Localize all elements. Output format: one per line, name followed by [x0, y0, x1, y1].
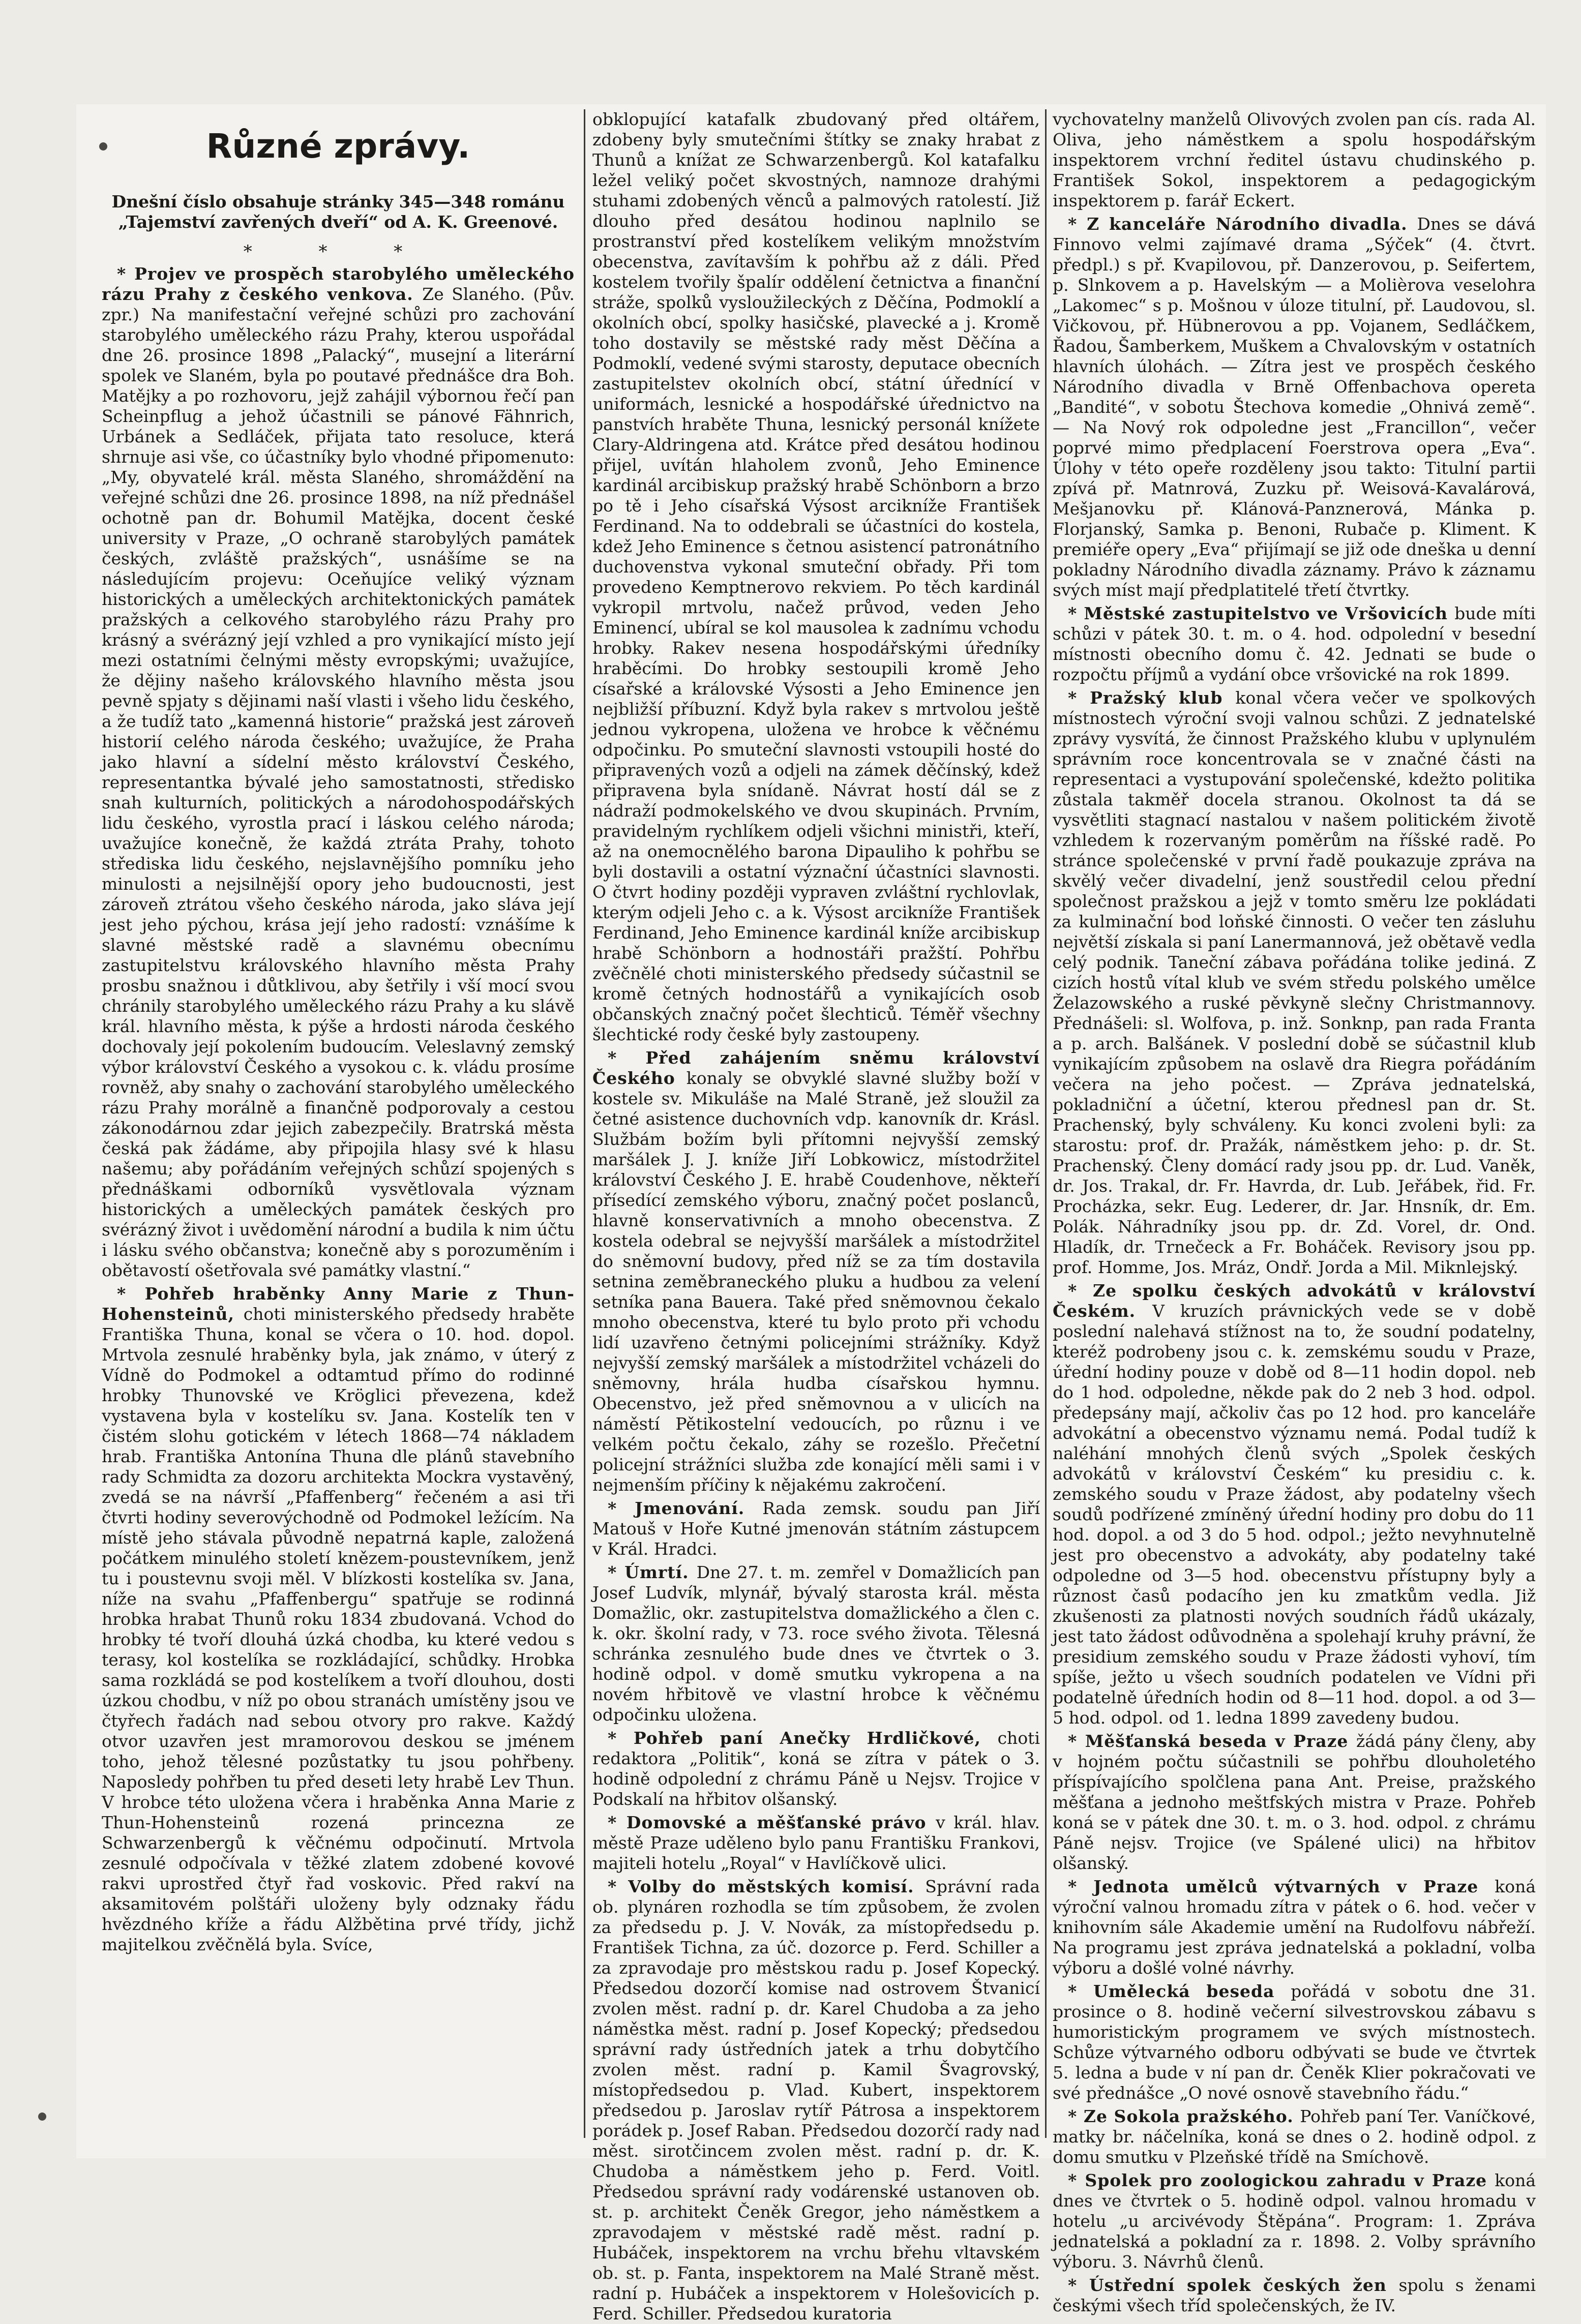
article [1053, 688, 1536, 1278]
article-text: koná výroční valnou hromadu zítra v pátek o 6. hod. večer v knihovním sále Akademie umění na Rudolfovu nábřeží. Na programu jest zpráva jednatelská a pokladní, volba výboru a došlé volné návrhy. [1053, 1877, 1536, 1978]
article [592, 1877, 1040, 2324]
article-text: Správní rada ob. plynáren rozhodla se tím způsobem, že zvolen za předsedu p. J. V. Novák, za místopředsedu p. František Tichna, za úč. dozorce p. Ferd. Schiller a za zpravodaje pro městskou radu p. Josef Kopecký. Předsedou dozorčí komise nad ostrovem Štvanicí zvolen měst. radní p. dr. Karel Chudoba a za jeho náměstka měst. radní p. Josef Kopecký; předsedou správní rady ústředních jatek a trhu dobytčího zvolen měst. radní p. Kamil Švagrovský, místopředsedou p. Vlad. Kubert, inspektorem předsedou p. Jaroslav rytíř Pátrosa a inspektorem porádek p. Josef Raban. Předsedou dozorčí rady nad měst. sirotčincem zvolen měst. radní p. dr. K. Chudoba a náměstkem jeho p. Ferd. Voitl. Předsedou správní rady vodárenské ustanoven ob. st. p. architekt Čeněk Gregor, jeho náměstkem a zpravodajem v městské radě měst. radní p. Hubáček, inspektorem na vrchu břehu vltavském ob. st. p. Fanta, inspektorem na Malé Straně měst. radní p. Hubáček a inspektorem v Holešovicích p. Ferd. Schiller. Předsedou kuratoria [592, 1877, 1040, 2323]
article-text: Ze Slaného. (Pův. zpr.) Na manifestační veřejné schůzi pro zachování starobylého uměleckého rázu Prahy, kterou uspořádal dne 26. prosince 1898 „Palacký“, musejní a literární spolek ve Slaném, byla po poutavé přednášce dra Boh. Matějky a po rozhovoru, jejž zahájil výbornou řečí pan Scheinpflug a jehož účastnili se pánové Fähnrich, Urbánek a Sedláček, přijata tato resoluce, která shrnuje asi vše, co účastníky bylo vhodné připomenuto: „My, obyvatelé král. města Slaného, shromáždění na veřejné schůzi dne 26. prosince 1898, na níž přednášel ochotně pan dr. Bohumil Matějka, docent české university v Praze, „O ochraně starobylých památek českých, zvláště pražských“, usnášíme se na následujícím projevu: Oceňujíce veliký význam historických a uměleckých architektonických památek pražských a celkového starobylého rázu Prahy pro krásný a svérázný její vzhled a pro vynikající místo její mezi ostatními čelnými městy evropskými; uvažujíce, že dějiny našeho královského hlavního města jsou pevně spjaty s dějinami naší vlasti i všeho lidu českého, a že tudíž tato „kamenná historie“ pražská jest zároveň historií celého národa českého; uvažujíce, že Praha jako hlavní a sídelní město království Českého, representantka bývalé jeho samostatnosti, středisko snah kulturních, politických a národohospodářských lidu českého, vyrostla prací i láskou celého národa; uvažujíce konečně, že každá ztráta Prahy, tohoto střediska lidu českého, nejslavnějšího pomníku jeho minulosti a nejsilnější opory jeho budoucnosti, jest zároveň ztrátou všeho českého národa, jako sláva její jest jeho pýchou, krása její jeho radostí: vznášíme k slavné městské radě a slavnému obecnímu zastupitelstvu královského hlavního města Prahy prosbu snažnou i důtklivou, aby šetřily i vší mocí svou chránily starobylého uměleckého rázu Prahy a ku slávě král. hlavního města, k pýše a hrdosti národa českého dochovaly její pokolením budoucím. Veleslavný zemský výbor království Českého a vysokou c. k. vládu prosíme rovněž, aby snahy o zachování starobylého uměleckého rázu Prahy morálně a finančně podporovaly a cestou zákonodárnou zdar jejich zabezpečily. Bratrská města česká pak žádáme, aby připojila hlasy své k hlasu našemu; aby pořádáním veřejných schůzí spojených s přednáškami odborníků vysvětlovala význam historických a uměleckých památek českých pro svérázný život i uvědomění národní a budila k nim účtu i lásku svého občanstva; konečně aby s porozuměním i obětavostí ošetřovala své památky vlastní.“ [102, 284, 575, 1280]
ink-spot [38, 2112, 46, 2121]
column-2 [592, 109, 1040, 2323]
column-3 [1053, 109, 1536, 2315]
article-headline: * Městské zastupitelstvo ve Vršovicích [1068, 603, 1455, 623]
article-headline: * Pohřeb paní Anečky Hrdličkové, [608, 1728, 998, 1748]
article-headline: * Projev ve prospěch starobylého uměleckého rázu Prahy z českého venkova. [102, 264, 575, 304]
column-rule [584, 109, 585, 2138]
article [102, 1284, 575, 1955]
article-text: choti ministerského předsedy hraběte Františka Thuna, konal se včera o 10. hod. dopol. Mrtvola zesnulé hraběnky byla, jak známo, v úterý z Vídně do Podmokel a odtamtud přímo do rodinné hrobky Thunovské ve Kröglici převezena, kdež vystavena byla v kostelíku sv. Jana. Kostelík ten v čistém slohu gotickém v létech 1868—74 nákladem hrab. Františka Antonína Thuna dle plánů stavebního rady Schmidta za dozoru architekta Mockra vystavěný, zvedá se na návrší „Pfaffenberg“ řečeném a asi tři čtvrti hodiny severovýchodně od Podmokel ležícím. Na místě jeho stávala původně nepatrná kaple, založená počátkem minulého století knězem-poustevníkem, jenž tu i poustevnu svoji měl. V blízkosti kostelíka sv. Jana, níže na svahu „Pfaffenbergu“ spatřuje se rodinná hrobka hrabat Thunů roku 1834 zbudovaná. Vchod do hrobky té tvoří dlouhá úzká chodba, ku které vedou s terasy, kol kostelíka se rozkládající, schůdky. Hrobka sama rozkládá se pod kostelíkem a tvoří dlouhou, dosti úzkou chodbu, v níž po obou stranách umístěny jsou ve čtyřech řadách nad sebou otvory pro rakve. Každý otvor uzavřen jest mramorovou deskou se jménem toho, jehož tělesné pozůstatky tu jsou pohřbeny. Naposledy pohřben tu před deseti lety hrabě Lev Thun. V hrobce této uložena včera i hraběnka Anna Marie z Thun-Hohensteinů rozená princezna ze Schwarzenbergů k věčnému odpočinutí. Mrtvola zesnulé odpočívala v těžké zlatem zdobené kovové rakvi uprostřed čtyř řad voskovic. Před rakví na aksamitovém polštáři uloženy byly odznaky řádu hvězdného kříže a řádu Alžbětina prvé třídy, jichž majitelkou zvěčnělá byla. Svíce, [102, 1304, 575, 1954]
article-headline: * Umělecká beseda [1068, 1981, 1291, 2001]
article-headline: * Ze spolku českých advokátů v království Českém. [1053, 1281, 1536, 1321]
article [1053, 1981, 1536, 2103]
article-text: v král. hlav. městě Praze uděleno bylo panu Františku Frankovi, majiteli hotelu „Royal“ v Havlíčkově ulici. [592, 1813, 1040, 1873]
separator-stars: * * * [243, 242, 433, 262]
article-headline: * Jednota umělců výtvarných v Praze [1068, 1877, 1495, 1896]
article-headline: * Úmrtí. [608, 1562, 697, 1582]
intro-notice: Dnešní číslo obsahuje stránky 345—348 románu „Tajemství zavřených dveří“ od A. K. Greenové. [111, 192, 565, 232]
article-headline: * Spolek pro zoologickou zahradu v Praze [1068, 2170, 1495, 2190]
article [592, 1562, 1040, 1725]
article [1053, 1877, 1536, 1978]
article [592, 1813, 1040, 1874]
column-rule [1045, 109, 1047, 2138]
article-headline: * Volby do městských komisí. [608, 1877, 926, 1896]
article-headline: * Pražský klub [1068, 688, 1236, 708]
article-continuation: obklopující katafalk zbudovaný před oltářem, zdobeny byly smutečními štítky se znaky hrabat z Thunů a knížat ze Schwarzenbergů. Kol katafalku ležel veliký počet skvostných, namnoze drahými stuhami zdobených věnců a palmových ratolestí. Již dlouho před desátou hodinou naplnilo se prostranství před kostelíkem velikým množstvím obecenstva, zavítavším k pohřbu až z dáli. Před kostelem tvořily špalír oddělení četnictva a finanční stráže, spolků vysloužileckých z Děčína, Podmoklí a okolních obcí, spolky hasičské, plavecké a j. Kromě toho dostavily se městské rady měst Děčína a Podmoklí, vedené svými starosty, deputace obecních zastupitelstev okolních obcí, státní úřednící v uniformách, lesnické a hospodářské úřednictvo na panstvích hraběte Thuna, lesnický personál knížete Clary-Aldringena atd. Krátce před desátou hodinou přijel, uvítán hlaholem zvonů, Jeho Eminence kardinál arcibiskup pražský hrabě Schönborn a brzo po tě i Jeho císařská Výsost arcikníže František Ferdinand. Na to oddebrali se účastníci do kostela, kdež Jeho Eminence s četnou asistencí patronátního duchovenstva vykonal smuteční obřady. Při tom provedeno Kemptnerovo rekviem. Po těch kardinál vykropil mrtvolu, načež průvod, veden Jeho Eminencí, ubíral se kol mausolea k zadnímu vchodu hrobky. Rakev nesena hospodářskými úředníky hraběcími. Do hrobky sestoupili kromě Jeho císařské a královské Výsosti a Jeho Eminence jen nejbližší příbuzní. Když byla rakev s mrtvolou ještě jednou vykropena, uložena ve hrobce k věčnému odpočinku. Po smuteční slavnosti vstoupili hosté do připravených vozů a odjeli na zámek děčínský, kdež připravena byla snídaně. Návrat hostí dál se z nádraží podmokelského ve dvou skupinách. Prvním, pravidelným rychlíkem odjeli všichni ministři, kteří, až na onemocnělého barona Dipauliho k pohřbu se byli dostavili a ostatní význační účastníci slavnosti. O čtvrt hodiny později vypraven zvláštní rychlovlak, kterým odjeli Jeho c. a k. Výsost arcikníže František Ferdinand, Jeho Eminence kardinál kníže arcibiskup hrabě Schönborn a hodnostáři pražští. Pohřbu zvěčnělé choti ministerského předsedy súčastnil se kromě četných hodnostářů a vynikajících osob občanských značný počet šlechticů. Téměř všechny šlechtické rody české byly zastoupeny. [592, 109, 1040, 1044]
article-text: V kruzích právnických vede se v době poslední nalehavá stížnost na to, že soudní podatelny, kteréž podrobeny jsou c. k. zemskému soudu v Praze, úřední hodiny pouze v době od 8—11 hodin dopol. neb do 1 hod. odpoledne, někde pak do 2 neb 3 hod. odpol. předepsány mají, ačkoliv čas po 12 hod. pro kanceláře advokátní a obecenstvo významu nemá. Podal tudíž k naléhání mnohých členů svých „Spolek českých advokátů v království Českém“ ku presidiu c. k. zemského soudu v Praze žádost, aby podatelny všech soudů podřízené zmíněný úřední hodiny pro dobu do 11 hod. dopol. a od 3 do 5 hod. odpol.; ježto nevyhnutelně jest pro obecenstvo a advokáty, aby podatelny také odpoledne od 3—5 hod. obecenstvu přístupny byly a různost časů podacího jen ku zmatkům vedla. Již zkušenosti za platnosti nových soudních řádů ukázaly, jest tato žádost odůvodněna a spolehají kruhy právní, že presidium zemského soudu v Praze žádosti vyhoví, tím spíše, ježto u všech soudních podatelen ve Vídni při podatelně úředních hodin od 8—11 hod. dopol. a od 3—5 hod. odpol. od 1. ledna 1899 zavedeny budou. [1053, 1301, 1536, 1728]
article-headline: * Domovské a měšťanské právo [608, 1813, 936, 1832]
article-text: Dne 27. t. m. zemřel v Domažlicích pan Josef Ludvík, mlynář, bývalý starosta král. města Domažlic, okr. zastupitelstva domažlického a člen c. k. okr. školní rady, v 73. roce svého života. Tělesná schránka zesnulého bude dnes ve čtvrtek o 3. hodině odpol. v domě smutku vykropena a na novém hřbitově ve vlastní hrobce k věčnému odpočinku uložena. [592, 1562, 1040, 1725]
article-text: pořádá v sobotu dne 31. prosince o 8. hodině večerní silvestrovskou zábavu s humoristickým programem ve svých místnostech. Schůze výtvarného odboru odbývati se bude ve čtvrtek 5. ledna a bude v ní pan dr. Čeněk Klier pokračovati ve své přednášce „O nové osnově stavebního řádu.“ [1053, 1981, 1536, 2103]
column-1 [102, 109, 575, 2158]
article-text: spolu s ženami českými všech tříd společenských, že IV. [1053, 2275, 1536, 2315]
article [1053, 1731, 1536, 1874]
article [1053, 1281, 1536, 1728]
article-headline: * Pohřeb hraběnky Anny Marie z Thun-Hohensteinů, [102, 1284, 575, 1324]
article-text: Pohřeb paní Ter. Vaníčkové, matky br. náčelníka, koná se dnes o 2. hodině odpol. z domu smutku v Plzeňské třídě na Smíchově. [1053, 2106, 1536, 2167]
article-text: konaly se obvyklé slavné služby boží v kostele sv. Mikuláše na Malé Straně, jež sloužil za četné asistence duchovních vdp. kanovník dr. Krásl. Službám božím byli přítomni nejvyšší zemský maršálek J. J. kníže Jiří Lobkowicz, místodržitel království Českého J. E. hrabě Coudenhove, někteří přísedící zemského výboru, značný počet poslanců, hlavně konservativních a mnoho obecenstva. Z kostela odebral se nejvyšší maršálek a místodržitel do sněmovní budovy, před níž se za tím dostavila setnina zeměbraneckého pluku a hudbou za velení setníka pana Bauera. Také před sněmovnou čekalo mnoho obecenstva, které tu bylo proto při vchodu lidí uzavřeno četnými policejními strážníky. Když nejvyšší zemský maršálek a místodržitel vcházeli do sněmovny, hrála hudba císařskou hymnu. Obecenstvo, jež před sněmovnou a v ulicích na náměstí Pětikostelní vedoucích, po různu i ve velkém počtu čekalo, záhy se rozešlo. Přečetní policejní strážníci služba zde konající měli sami i v nejmenším příčiny k nějakému zakročení. [592, 1068, 1040, 1495]
article [1053, 2275, 1536, 2316]
article-continuation: vychovatelny manželů Olivových zvolen pan cís. rada Al. Oliva, jeho náměstkem a spolu hospodářským inspektorem vrchní ředitel ústavu chudinského p. František Sokol, inspektorem a pedagogickým inspektorem p. farář Eckert. [1053, 109, 1536, 210]
article-headline: * Ústřední spolek českých žen [1068, 2275, 1399, 2295]
article-text: bude míti schůzi v pátek 30. t. m. o 4. hod. odpolední v besední místnosti obecního domu č. 42. Jednati se bude o rozpočtu příjmů a vydání obce vršovické na rok 1899. [1053, 603, 1536, 684]
article-text: Rada zemsk. soudu pan Jiří Matouš v Hoře Kutné jmenován státním zástupcem v Král. Hradci. [592, 1498, 1040, 1559]
article-text: Dnes se dává Finnovo velmi zajímavé drama „Sýček“ (4. čtvrt. předpl.) s př. Kvapilovou, př. Danzerovou, p. Seifertem, p. Slnkovem a p. Havelským — a Molièrova veselohra „Lakomec“ s p. Mošnou v úloze titulní, př. Laudovou, sl. Vičkovou, př. Hübnerovou a pp. Vojanem, Sedláčkem, Řadou, Šamberkem, Muškem a Chvalovským v ostatních hlavních úlohách. — Zítra jest ve prospěch českého Národního divadla v Brně Offenbachova opereta „Bandité“, v sobotu Štechova komedie „Ohnivá země“. — Na Nový rok odpoledne jest „Francillon“, večer poprvé mimo předplacení Foerstrova opera „Eva“. Úlohy v této opeře rozděleny jsou takto: Titulní partii zpívá př. Matnrová, Zuzku př. Weisová-Kavalárová, Mešjanovku př. Klánová-Panznerová, Mánka p. Florjanský, Samka p. Benoni, Rubače p. Kliment. K premiéře opery „Eva“ přijímají se již ode dneška u denní pokladny Národního divadla záznamy. Právo k záznamu svých míst mají předplatitelé třetí čtvrtky. [1053, 214, 1536, 600]
article [592, 1728, 1040, 1809]
article [1053, 214, 1536, 600]
article [592, 1498, 1040, 1559]
ink-spot [99, 142, 107, 150]
article [592, 1048, 1040, 1495]
article-headline: * Jmenování. [608, 1498, 763, 1518]
article [102, 264, 575, 1281]
article-text: žádá pány členy, aby v hojném počtu súčastnili se pohřbu dlouholetého příspívajícího spolčlena pana Ant. Preise, pražského měšťana a jednoho meštfských mistra v Praze. Pohřeb koná se v pátek dne 30. t. m. o 3. hod. odpol. z chrámu Páně nejsv. Trojice (ve Spálené ulici) na hřbitov olšanský. [1053, 1731, 1536, 1873]
article-headline: * Z kanceláře Národního divadla. [1068, 214, 1417, 234]
article [1053, 603, 1536, 685]
article-headline: * Měšťanská beseda v Praze [1068, 1731, 1356, 1751]
article-text: choti redaktora „Politik“, koná se zítra v pátek o 3. hodině odpolední z chrámu Páně u Nejsv. Trojice v Podskalí na hřbitov olšanský. [592, 1728, 1040, 1809]
article-headline: * Ze Sokola pražského. [1068, 2106, 1300, 2126]
section-title: Různé zprávy. [206, 127, 470, 166]
article-headline: * Před zahájením sněmu království Českého [592, 1048, 1040, 1088]
article-text: koná dnes ve čtvrtek o 5. hodině odpol. valnou hromadu v hotelu „u arcivévody Štěpána“. Program: 1. Zpráva jednatelská a pokladní za r. 1898. 2. Volby správního výboru. 3. Návrhů členů. [1053, 2170, 1536, 2272]
article [1053, 2170, 1536, 2272]
article [1053, 2106, 1536, 2167]
article-text: konal včera večer ve spolkových místnostech výroční svoji valnou schůzi. Z jednatelské zprávy vysvítá, že činnost Pražského klubu v uplynulém správním roce koncentrovala se v značné části na representaci a vystupování společenské, kdežto politika zůstala takměř docela stranou. Okolnost ta dá se vysvětliti stagnací nastalou v našem politickém životě vzhledem k rozervaným poměrům na říšské radě. Po stránce společenské v první řadě poukazuje zpráva na skvělý večer divadelní, jenž soustředil celou přední společnost pražskou a jejž v tomto směru lze pokládati za kulminační bod loňské činnosti. O večer ten zásluhu největší získala si paní Lanermannová, jež obětavě vedla celý podnik. Taneční zábava pořádána tolike jediná. Z cizích hostů vítal klub ve svém středu polského umělce Želazowského a ruské pěvkyně slečny Christmannovy. Přednášeli: sl. Wolfova, p. inž. Sonknp, pan rada Franta a p. arch. Balšánek. V poslední době se súčastnil klub vynikajícím způsobem na oslavě dra Riegra pořádáním večera na jeho počest. — Zpráva jednatelská, pokladniční a účetní, kterou přednesl pan dr. St. Prachenský, byly schváleny. Ku konci zvoleni byli: za starostu: prof. dr. Pražák, náměstkem jeho: p. dr. St. Prachenský. Členy domácí rady jsou pp. dr. Lud. Vaněk, dr. Jos. Trakal, dr. Fr. Havrda, dr. Lub. Jeřábek, řid. Fr. Procházka, sekr. Eug. Lederer, dr. Jar. Hnsník, dr. Em. Polák. Náhradníky jsou pp. dr. Zd. Vorel, dr. Ond. Hladík, dr. Trnečeck a Fr. Boháček. Revisory jsou pp. prof. Homme, Jos. Mráz, Ondř. Jorda a Mil. Miknlejský. [1053, 688, 1536, 1277]
